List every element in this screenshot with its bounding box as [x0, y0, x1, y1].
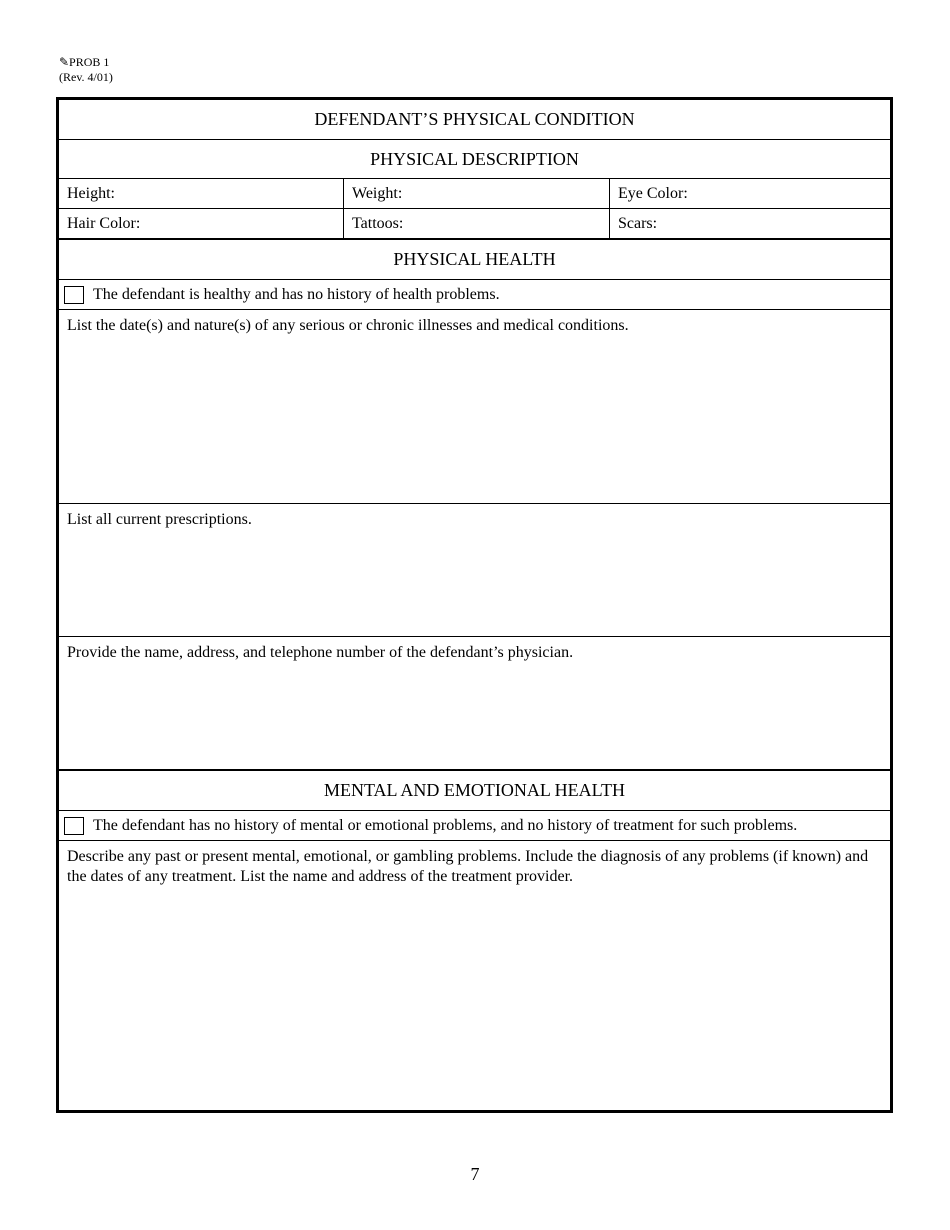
scars-label: Scars: [618, 214, 658, 232]
tattoos-field[interactable] [344, 209, 610, 238]
scars-field[interactable] [610, 209, 890, 238]
healthy-checkbox-row [59, 280, 890, 310]
mental-problems-prompt: Describe any past or present mental, emotional, or gambling problems. Include the diagnosis of any problems (if known) and the dates of any treatment. List the name and address of the treatment provider. [67, 848, 869, 885]
height-field[interactable] [59, 179, 344, 208]
weight-label: Weight: [352, 184, 403, 202]
physical-health-heading-text: PHYSICAL HEALTH [393, 249, 556, 269]
form-number: ✎PROB 1 [59, 55, 110, 69]
physical-description-heading-text: PHYSICAL DESCRIPTION [370, 148, 579, 169]
physician-prompt: Provide the name, address, and telephone number of the defendant’s physician. [67, 644, 574, 661]
hair-color-field[interactable] [59, 209, 344, 238]
weight-field[interactable] [344, 179, 610, 208]
page-number: 7 [470, 1164, 480, 1184]
description-row-1 [59, 179, 890, 209]
mental-problems-section[interactable] [59, 841, 890, 1110]
height-label: Height: [67, 184, 115, 202]
mental-health-heading-text: MENTAL AND EMOTIONAL HEALTH [323, 780, 626, 800]
healthy-checkbox[interactable] [64, 286, 84, 304]
illnesses-section[interactable] [59, 310, 890, 504]
form-title [59, 100, 890, 140]
physical-condition-form [56, 97, 893, 1113]
no-mental-history-checkbox-label: The defendant has no history of mental or emotional problems, and no history of treatment for such problems. [93, 816, 798, 834]
description-row-2 [59, 209, 890, 240]
prescriptions-section[interactable] [59, 504, 890, 637]
illnesses-prompt: List the date(s) and nature(s) of any serious or chronic illnesses and medical conditions. [67, 317, 629, 334]
eye-color-label: Eye Color: [618, 184, 688, 202]
eye-color-field[interactable] [610, 179, 890, 208]
no-mental-history-checkbox-row [59, 811, 890, 841]
hair-color-label: Hair Color: [67, 214, 141, 232]
tattoos-label: Tattoos: [352, 214, 404, 232]
physical-health-heading [59, 240, 890, 280]
form-title-text: DEFENDANT’S PHYSICAL CONDITION [314, 109, 635, 129]
healthy-checkbox-label: The defendant is healthy and has no history of health problems. [93, 285, 500, 303]
prescriptions-prompt: List all current prescriptions. [67, 511, 252, 528]
form-identifier [59, 55, 113, 85]
mental-health-heading [59, 771, 890, 811]
physical-description-heading [59, 140, 890, 179]
no-mental-history-checkbox[interactable] [64, 817, 84, 835]
form-revision: (Rev. 4/01) [59, 70, 113, 84]
physician-section[interactable] [59, 637, 890, 771]
